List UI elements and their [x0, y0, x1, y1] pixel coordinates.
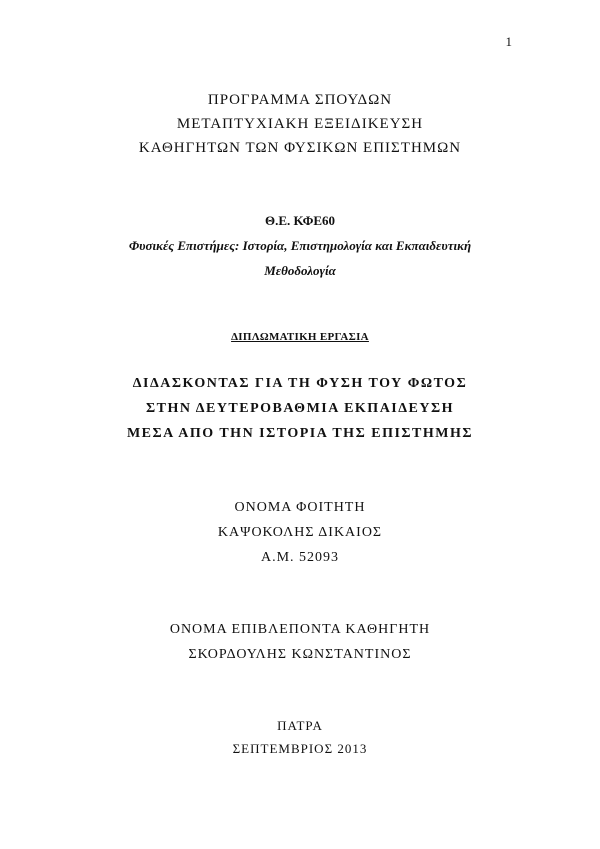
student-name: ΚΑΨΟΚΟΛΗΣ ΔΙΚΑΙΟΣ	[217, 525, 383, 540]
thesis-title-line-3: ΜΕΣΑ ΑΠΟ ΤΗΝ ΙΣΤΟΡΙΑ ΤΗΣ ΕΠΙΣΤΗΜΗΣ	[126, 426, 474, 441]
thesis-title-line-2: ΣΤΗΝ ΔΕΥΤΕΡΟΒΑΘΜΙΑ ΕΚΠΑΙΔΕΥΣΗ	[145, 401, 455, 416]
thesis-title	[0, 371, 600, 446]
supervisor-heading: ΟΝΟΜΑ ΕΠΙΒΛΕΠΟΝΤΑ ΚΑΘΗΓΗΤΗ	[169, 622, 431, 637]
city: ΠΑΤΡΑ	[277, 718, 323, 733]
student-info	[0, 495, 600, 570]
program-line-1: ΠΡΟΓΡΑΜΜΑ ΣΠΟΥΔΩΝ	[207, 92, 393, 108]
course-info	[0, 208, 600, 283]
student-id: Α.Μ. 52093	[260, 550, 340, 565]
thesis-label-text: ΔΙΠΛΩΜΑΤΙΚΗ ΕΡΓΑΣΙΑ	[231, 331, 369, 343]
thesis-title-line-1: ΔΙΔΑΣΚΟΝΤΑΣ ΓΙΑ ΤΗ ΦΥΣΗ ΤΟΥ ΦΩΤΟΣ	[132, 376, 468, 391]
course-code: Θ.Ε. ΚΦΕ60	[264, 213, 336, 228]
course-subject-line-1: Φυσικές Επιστήμες: Ιστορία, Επιστημολογία και Εκπαιδευτική	[128, 238, 472, 253]
program-line-3: ΚΑΘΗΓΗΤΩΝ ΤΩΝ ΦΥΣΙΚΩΝ ΕΠΙΣΤΗΜΩΝ	[138, 140, 462, 156]
program-line-2: ΜΕΤΑΠΤΥΧΙΑΚΗ ΕΞΕΙΔΙΚΕΥΣΗ	[176, 116, 424, 132]
program-heading	[0, 88, 600, 160]
course-subject-line-2: Μεθοδολογία	[264, 263, 336, 278]
page-number: 1	[505, 34, 512, 49]
supervisor-info	[0, 617, 600, 667]
supervisor-name: ΣΚΟΡΔΟΥΛΗΣ ΚΩΝΣΤΑΝΤΙΝΟΣ	[188, 647, 412, 662]
thesis-label	[0, 331, 600, 343]
date: ΣΕΠΤΕΜΒΡΙΟΣ 2013	[232, 741, 368, 756]
place-date	[0, 714, 600, 760]
student-heading: ΟΝΟΜΑ ΦΟΙΤΗΤΗ	[234, 500, 366, 515]
